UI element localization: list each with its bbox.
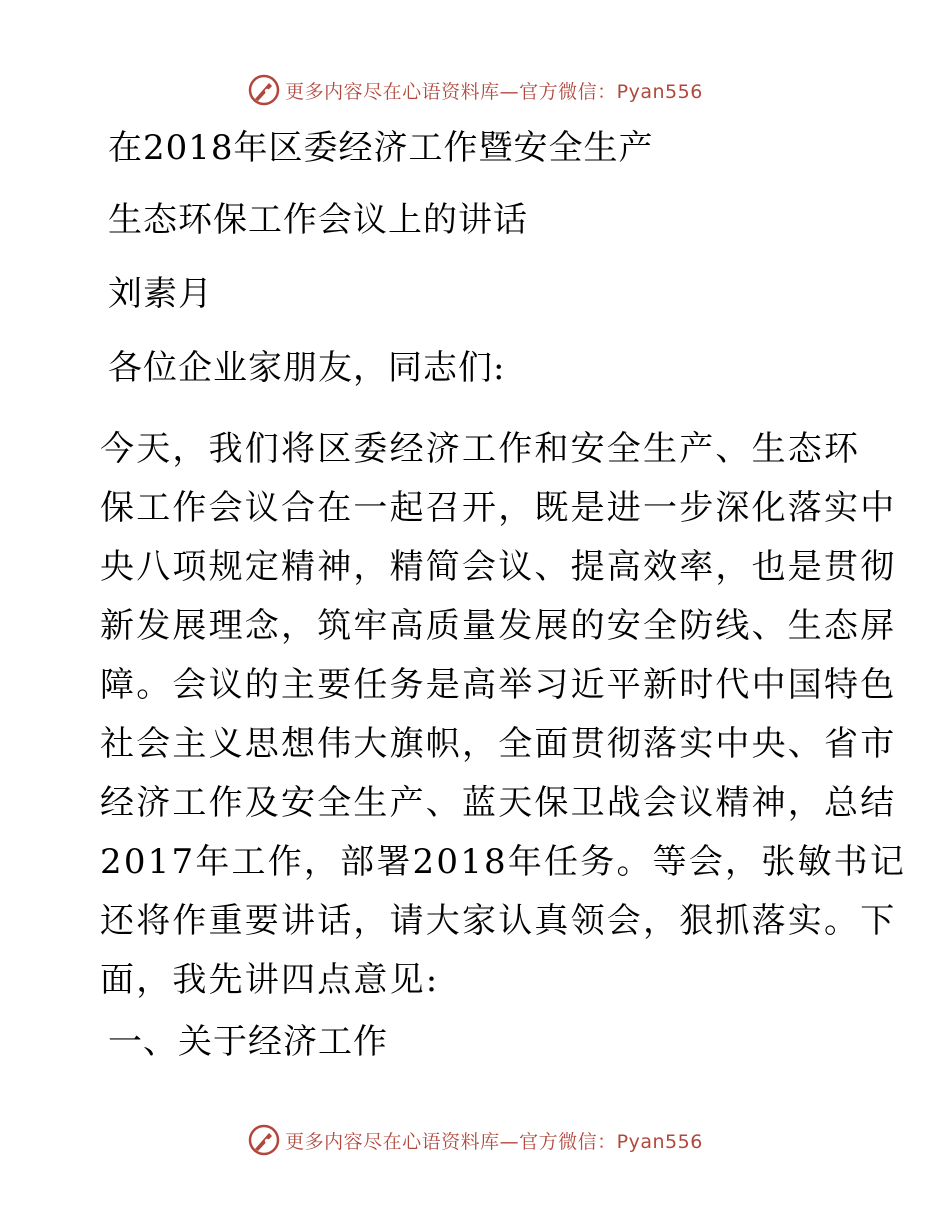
watermark-text: 更多内容尽在心语资料库—官方微信：Pyan556 [285,80,703,103]
paragraph-line: 障。会议的主要任务是高举习近平新时代中国特色 [100,665,897,705]
watermark-header [0,70,950,110]
watermark-text: 更多内容尽在心语资料库—官方微信：Pyan556 [285,1130,703,1153]
document-author: 刘素月 [108,274,213,314]
pen-logo-icon [247,1123,281,1157]
section-heading: 一、关于经济工作 [108,1022,388,1062]
watermark-footer [0,1120,950,1160]
document-title-line-2: 生态环保工作会议上的讲话 [108,200,528,240]
paragraph-line: 保工作会议合在一起召开，既是进一步深化落实中 [100,488,897,528]
paragraph-line: 今天，我们将区委经济工作和安全生产、生态环 [100,429,861,469]
paragraph-line: 经济工作及安全生产、蓝天保卫战会议精神，总结 [100,783,897,823]
paragraph-line: 新发展理念，筑牢高质量发展的安全防线、生态屏 [100,606,897,646]
pen-logo-icon [247,73,281,107]
paragraph-line: 2017年工作，部署2018年任务。等会，张敏书记 [100,842,907,882]
document-salutation: 各位企业家朋友，同志们: [108,348,506,388]
document-title-line-1: 在2018年区委经济工作暨安全生产 [108,128,654,168]
paragraph-line: 还将作重要讲话，请大家认真领会，狠抓落实。下 [100,901,897,941]
paragraph-line: 社会主义思想伟大旗帜，全面贯彻落实中央、省市 [100,724,897,764]
paragraph-line: 面，我先讲四点意见: [100,960,440,1000]
body-paragraph [100,420,907,1010]
paragraph-line: 央八项规定精神，精简会议、提高效率，也是贯彻 [100,547,897,587]
